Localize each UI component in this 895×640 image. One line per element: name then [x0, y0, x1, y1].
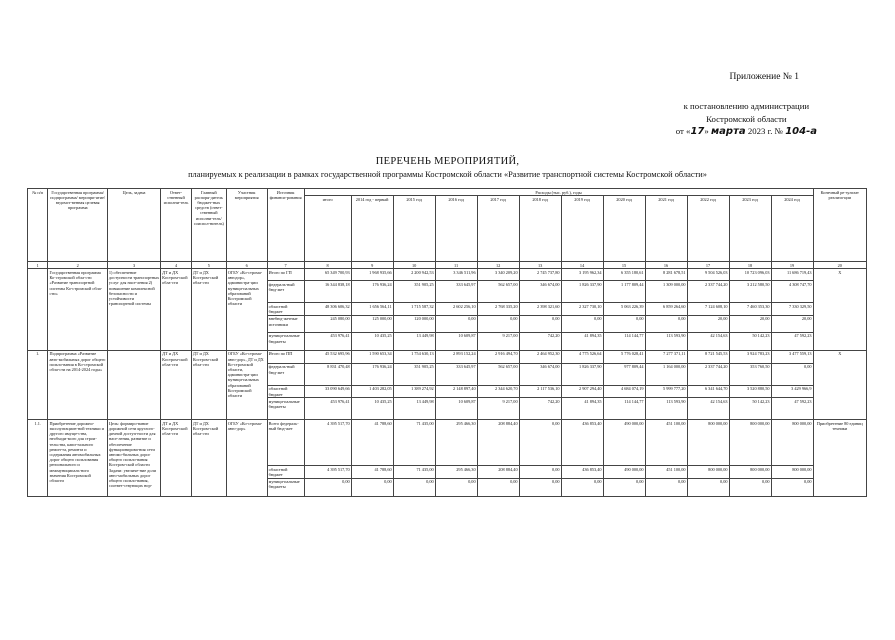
- row-value: 2 148 897,40: [435, 385, 477, 397]
- row-number: 1.: [28, 350, 48, 419]
- row-value: 113 593,90: [645, 332, 687, 350]
- column-number: 12: [477, 262, 519, 269]
- row-value: 0,00: [519, 315, 561, 332]
- row-value: 1 403 282,05: [351, 385, 393, 397]
- row-value: 0,00: [435, 478, 477, 496]
- table-body: [28, 262, 867, 496]
- row-value: 2 398 321,60: [519, 303, 561, 315]
- row-source: областной бюджет: [267, 466, 304, 478]
- row-value: 176 936,24: [351, 281, 393, 303]
- row-value: 3 212 580,50: [729, 281, 771, 303]
- row-value: 50 142,23: [729, 398, 771, 420]
- row-value: 10 435,25: [351, 332, 393, 350]
- row-value: 4 775 526,64: [561, 350, 603, 363]
- row-value: 800 000,00: [687, 466, 729, 478]
- row-value: 3 429 966,9: [771, 385, 813, 397]
- row-value: 351 905,25: [393, 363, 435, 385]
- row-manager: ДТ и ДХ Костром-ской обла-сти: [191, 420, 226, 496]
- row-source: Итого по ПП: [267, 350, 304, 363]
- head-year: 2016 год: [435, 196, 477, 262]
- row-value: 1 164 000,00: [645, 363, 687, 385]
- column-number: 7: [267, 262, 304, 269]
- row-value: 2 916 494,70: [477, 350, 519, 363]
- row-value: 333 645,97: [435, 281, 477, 303]
- document-subtitle: планируемых к реализации в рамках государственной программы Костромской области «Развитие транспортной системы Костромской области»: [188, 170, 707, 179]
- row-value: 451 100,00: [645, 466, 687, 478]
- row-value: 3 346 511,96: [435, 269, 477, 281]
- row-value: 0,00: [561, 478, 603, 496]
- column-number: 1: [28, 262, 48, 269]
- row-value: 114 144,77: [603, 332, 645, 350]
- row-value: 8 831 470,48: [304, 363, 351, 385]
- column-number: 11: [435, 262, 477, 269]
- decree-day: 17: [690, 126, 705, 137]
- row-goal: [107, 350, 160, 419]
- row-value: 0,00: [561, 315, 603, 332]
- row-value: 800 000,00: [771, 466, 813, 478]
- row-value: 41 788,60: [351, 420, 393, 466]
- row-value: 4 395 517,70: [304, 466, 351, 478]
- column-number: 13: [519, 262, 561, 269]
- head-year: 2023 год: [729, 196, 771, 262]
- row-value: 10 435,25: [351, 398, 393, 420]
- head-year: 2015 год: [393, 196, 435, 262]
- row-value: 2 117 536,10: [519, 385, 561, 397]
- row-program: Подпрограмма «Развитие авто-мобильных дорог общего пользо-вания в Ко-стромской обла-сти на 2014-2024 годы»: [48, 350, 107, 419]
- row-value: 451 100,00: [645, 420, 687, 466]
- row-value: 65 349 700,93: [304, 269, 351, 281]
- row-value: 2 745 737,80: [519, 269, 561, 281]
- row-value: 50 142,23: [729, 332, 771, 350]
- column-number: 10: [393, 262, 435, 269]
- row-value: 346 674,00: [519, 363, 561, 385]
- row-value: 0,00: [351, 478, 393, 496]
- column-number: 18: [729, 262, 771, 269]
- row-number: 1.1.: [28, 420, 48, 496]
- row-value: 5 063 226,39: [603, 303, 645, 315]
- head-year: 2020 год: [603, 196, 645, 262]
- row-value: 2 344 620,70: [477, 385, 519, 397]
- row-value: 0,00: [645, 478, 687, 496]
- head-expenses: Расходы (тыс. руб.), годы: [304, 189, 813, 196]
- row-source: федераль-ный бюд-жет: [267, 281, 304, 303]
- row-result: Приобретение 80 единиц техники: [813, 420, 866, 496]
- row-value: 9 217,00: [477, 398, 519, 420]
- row-value: 800 000,00: [687, 420, 729, 466]
- row-value: 7 460 353,30: [729, 303, 771, 315]
- row-value: 4 308 747,70: [771, 281, 813, 303]
- row-value: 125 000,00: [351, 315, 393, 332]
- head-n: № п/п: [28, 189, 48, 262]
- row-value: 0,00: [771, 478, 813, 496]
- row-value: 1 715 587,32: [393, 303, 435, 315]
- row-value: 47 592,23: [771, 332, 813, 350]
- row-value: 353 760,50: [729, 363, 771, 385]
- row-value: 7 124 608,10: [687, 303, 729, 315]
- row-value: 295 466,30: [435, 420, 477, 466]
- row-value: 1 656 564,11: [351, 303, 393, 315]
- row-value: 33 090 649,66: [304, 385, 351, 397]
- row-source: муници-пальные бюджеты: [267, 332, 304, 350]
- row-participant: ОГБУ «Ко-строма-автодор», администра-ции муници-пальных образований Костромской области: [226, 269, 267, 350]
- head-goal: Цель, задача: [107, 189, 160, 262]
- row-source: муници-пальные бюджеты: [267, 478, 304, 496]
- decree-month: марта: [710, 126, 746, 137]
- row-value: 436 853,40: [561, 466, 603, 478]
- row-value: 41 894,35: [561, 398, 603, 420]
- row-value: 0,00: [435, 315, 477, 332]
- row-value: 20,00: [687, 315, 729, 332]
- row-value: 351 905,25: [393, 281, 435, 303]
- row-value: 562 657,00: [477, 363, 519, 385]
- row-value: 0,00: [603, 315, 645, 332]
- head-year: 2018 год: [519, 196, 561, 262]
- head-responsible: Ответ-ственный исполни-тель: [161, 189, 192, 262]
- row-value: 113 593,90: [645, 398, 687, 420]
- row-value: 2 337 744,20: [687, 281, 729, 303]
- row-value: 13 449,98: [393, 332, 435, 350]
- row-value: 47 592,23: [771, 398, 813, 420]
- row-value: 453 976,41: [304, 332, 351, 350]
- row-value: 0,00: [304, 478, 351, 496]
- decree-line-1: к постановлению администрации: [683, 101, 810, 111]
- row-value: 0,00: [519, 478, 561, 496]
- column-number: 3: [107, 262, 160, 269]
- row-value: 453 976,41: [304, 398, 351, 420]
- column-number-row: [28, 262, 867, 269]
- row-value: 0,00: [519, 466, 561, 478]
- row-source: внебюд-жетные источники: [267, 315, 304, 332]
- row-value: 42 154,63: [687, 332, 729, 350]
- row-source: Всего федераль-ный бюд-жет: [267, 420, 304, 466]
- row-value: 490 000,00: [603, 420, 645, 466]
- row-value: 800 000,00: [729, 420, 771, 466]
- decree-reference: [676, 100, 817, 139]
- column-number: 20: [813, 262, 866, 269]
- row-source: федераль-ный бюд-жет: [267, 363, 304, 385]
- row-value: 41 894,35: [561, 332, 603, 350]
- row-value: 0,00: [477, 315, 519, 332]
- row-responsible: ДТ и ДХ Костром-ской обла-сти: [161, 269, 192, 350]
- row-value: 1 826 337,90: [561, 281, 603, 303]
- row-value: 2 907 294,40: [561, 385, 603, 397]
- head-year: итого: [304, 196, 351, 262]
- row-value: 4 684 074,19: [603, 385, 645, 397]
- column-number: 15: [603, 262, 645, 269]
- row-value: 20,00: [771, 315, 813, 332]
- row-value: 5 999 777,20: [645, 385, 687, 397]
- head-year: 2017 год: [477, 196, 519, 262]
- row-result: Х: [813, 269, 866, 350]
- row-goal: 1) обеспечение доступности транспортных услуг для насе-ления 2) повышение комплексной безопасности и устойчивости транспортной системы: [107, 269, 160, 350]
- row-result: Х: [813, 350, 866, 419]
- row-value: 13 449,98: [393, 398, 435, 420]
- row-value: 2 200 942,53: [393, 269, 435, 281]
- row-value: 1 309 000,00: [645, 281, 687, 303]
- measures-table: [27, 188, 867, 497]
- row-goal: Цель: формиро-вание дорожной сети круглого-дичной доступ-ности для насе-ления, развитие и обеспечение функционирова-ния сети автомо-бильных дорог общего пользо-вания Костром-ской области Задачи: увеличе-ние доли авто-мобильных дорог общего пользо-вания, соответ-ствующих нор-: [107, 420, 160, 496]
- head-year: 2014 год - первый: [351, 196, 393, 262]
- document-title: ПЕРЕЧЕНЬ МЕРОПРИЯТИЙ,: [375, 156, 520, 167]
- row-value: 0,00: [645, 315, 687, 332]
- column-number: 4: [161, 262, 192, 269]
- row-value: 7 330 329,50: [771, 303, 813, 315]
- head-year: 2024 год: [771, 196, 813, 262]
- column-number: 2: [48, 262, 107, 269]
- row-value: 6 355 180,61: [603, 269, 645, 281]
- row-value: 0,00: [771, 363, 813, 385]
- row-value: 71 435,00: [393, 420, 435, 466]
- row-value: 2 602 256,10: [435, 303, 477, 315]
- row-value: 2 337 744,20: [687, 363, 729, 385]
- row-value: 208 884,40: [477, 420, 519, 466]
- row-value: 0,00: [687, 478, 729, 496]
- row-value: 8 721 545,53: [687, 350, 729, 363]
- column-number: 9: [351, 262, 393, 269]
- row-value: 71 435,00: [393, 466, 435, 478]
- row-value: 1 590 653,34: [351, 350, 393, 363]
- appendix-label: Приложение № 1: [729, 72, 799, 82]
- column-number: 6: [226, 262, 267, 269]
- row-value: 20,00: [729, 315, 771, 332]
- row-value: 6 859 264,60: [645, 303, 687, 315]
- row-program: Государственная программа Ко-стромской обла-сти «Развитие транспортной системы Ко-стромской обла-сти»: [48, 269, 107, 350]
- row-value: 16 344 838,18: [304, 281, 351, 303]
- row-value: 0,00: [477, 478, 519, 496]
- row-value: 562 657,00: [477, 281, 519, 303]
- column-number: 16: [645, 262, 687, 269]
- table-row: [28, 420, 867, 466]
- row-value: 114 144,77: [603, 398, 645, 420]
- row-source: областной бюджет: [267, 303, 304, 315]
- decree-date-line: от «17» марта 2023 г. № 104-а: [675, 126, 817, 137]
- row-value: 1 826 337,90: [561, 363, 603, 385]
- row-value: 295 466,30: [435, 466, 477, 478]
- row-value: 8 281 678,51: [645, 269, 687, 281]
- row-value: 1 389 274,92: [393, 385, 435, 397]
- row-value: 176 936,24: [351, 363, 393, 385]
- head-sources: Источник финанси-рования: [267, 189, 304, 262]
- row-value: 245 080,00: [304, 315, 351, 332]
- row-value: 48 306 606,32: [304, 303, 351, 315]
- row-value: 7 277 371,11: [645, 350, 687, 363]
- row-participant: ОГБУ «Ко-строма-авто-дор», ДТ и ДХ Ко-стромской области, администра-ции муници-пальных образований Костромской области: [226, 350, 267, 419]
- row-value: 0,00: [603, 478, 645, 496]
- row-manager: ДТ и ДХ Костром-ской обла-сти: [191, 269, 226, 350]
- column-number: 14: [561, 262, 603, 269]
- row-value: 9 504 526,03: [687, 269, 729, 281]
- row-value: 0,00: [393, 478, 435, 496]
- row-value: 120 000,00: [393, 315, 435, 332]
- column-number: 19: [771, 262, 813, 269]
- row-value: 0,00: [729, 478, 771, 496]
- row-value: 977 809,44: [603, 363, 645, 385]
- row-value: 2 768 335,20: [477, 303, 519, 315]
- row-value: 1 754 630,13: [393, 350, 435, 363]
- decree-line-2: Костромской области: [706, 113, 787, 124]
- row-value: 333 645,97: [435, 363, 477, 385]
- row-value: 45 532 695,96: [304, 350, 351, 363]
- head-program: Государственная программа/ подпрограмма/ меропри-ятие/ведомст-венная целевая программа: [48, 189, 107, 262]
- row-responsible: ДТ и ДХ Костром-ской обла-сти: [161, 350, 192, 419]
- row-value: 3 924 783,23: [729, 350, 771, 363]
- row-source: областной бюджет: [267, 385, 304, 397]
- row-value: 9 217,00: [477, 332, 519, 350]
- row-value: 3 195 962,34: [561, 269, 603, 281]
- row-value: 208 884,40: [477, 466, 519, 478]
- head-participant: Участник мероприятия: [226, 189, 267, 262]
- row-responsible: ДТ и ДХ Костром-ской обла-сти: [161, 420, 192, 496]
- row-number: [28, 269, 48, 350]
- row-value: 1 177 809,44: [603, 281, 645, 303]
- row-value: 10 609,87: [435, 398, 477, 420]
- row-value: 0,00: [519, 420, 561, 466]
- row-value: 346 674,00: [519, 281, 561, 303]
- row-value: 6 341 644,70: [687, 385, 729, 397]
- column-number: 17: [687, 262, 729, 269]
- table-row: [28, 269, 867, 281]
- row-value: 3 340 209,20: [477, 269, 519, 281]
- head-manager: Главный распоря-дитель бюджет-ных средств (ответ-ственный исполни-тель/ соиспол-нитель): [191, 189, 226, 262]
- row-value: 800 000,00: [729, 466, 771, 478]
- row-value: 490 000,00: [603, 466, 645, 478]
- row-source: Итого по ГП: [267, 269, 304, 281]
- row-value: 1 968 935,66: [351, 269, 393, 281]
- decree-number: 104-а: [785, 126, 817, 137]
- row-source: муници-пальные бюджеты: [267, 398, 304, 420]
- row-value: 800 000,00: [771, 420, 813, 466]
- head-year: 2019 год: [561, 196, 603, 262]
- row-program: Приобретение дорожно-эксплуатацион-ной техники и другого имуще-ства, необходи-мого для строи-тельства, капи-тального ремон-та, ремонта и содержания автомобильных дорог общего пользования регионального и межмуниципаль-ного значения Костромской области: [48, 420, 107, 496]
- row-value: 2 327 730,10: [561, 303, 603, 315]
- row-participant: ОГБУ «Ко-строма-авто-дор»: [226, 420, 267, 496]
- row-value: 436 853,40: [561, 420, 603, 466]
- row-value: 11 686 719,43: [771, 269, 813, 281]
- row-value: 2 893 152,24: [435, 350, 477, 363]
- head-year: 2021 год: [645, 196, 687, 262]
- row-value: 742,20: [519, 398, 561, 420]
- row-value: 10 609,87: [435, 332, 477, 350]
- row-value: 4 395 517,70: [304, 420, 351, 466]
- row-value: 2 464 952,30: [519, 350, 561, 363]
- row-manager: ДТ и ДХ Костром-ской обла-сти: [191, 350, 226, 419]
- row-value: 5 776 028,41: [603, 350, 645, 363]
- row-value: 742,20: [519, 332, 561, 350]
- row-value: 3 520 880,50: [729, 385, 771, 397]
- column-number: 5: [191, 262, 226, 269]
- head-result: Конечный ре-зультат реализа-ции: [813, 189, 866, 262]
- table-row: [28, 350, 867, 363]
- head-year: 2022 год: [687, 196, 729, 262]
- row-value: 42 154,63: [687, 398, 729, 420]
- row-value: 41 788,60: [351, 466, 393, 478]
- row-value: 10 723 096,03: [729, 269, 771, 281]
- column-number: 8: [304, 262, 351, 269]
- row-value: 3 477 559,13: [771, 350, 813, 363]
